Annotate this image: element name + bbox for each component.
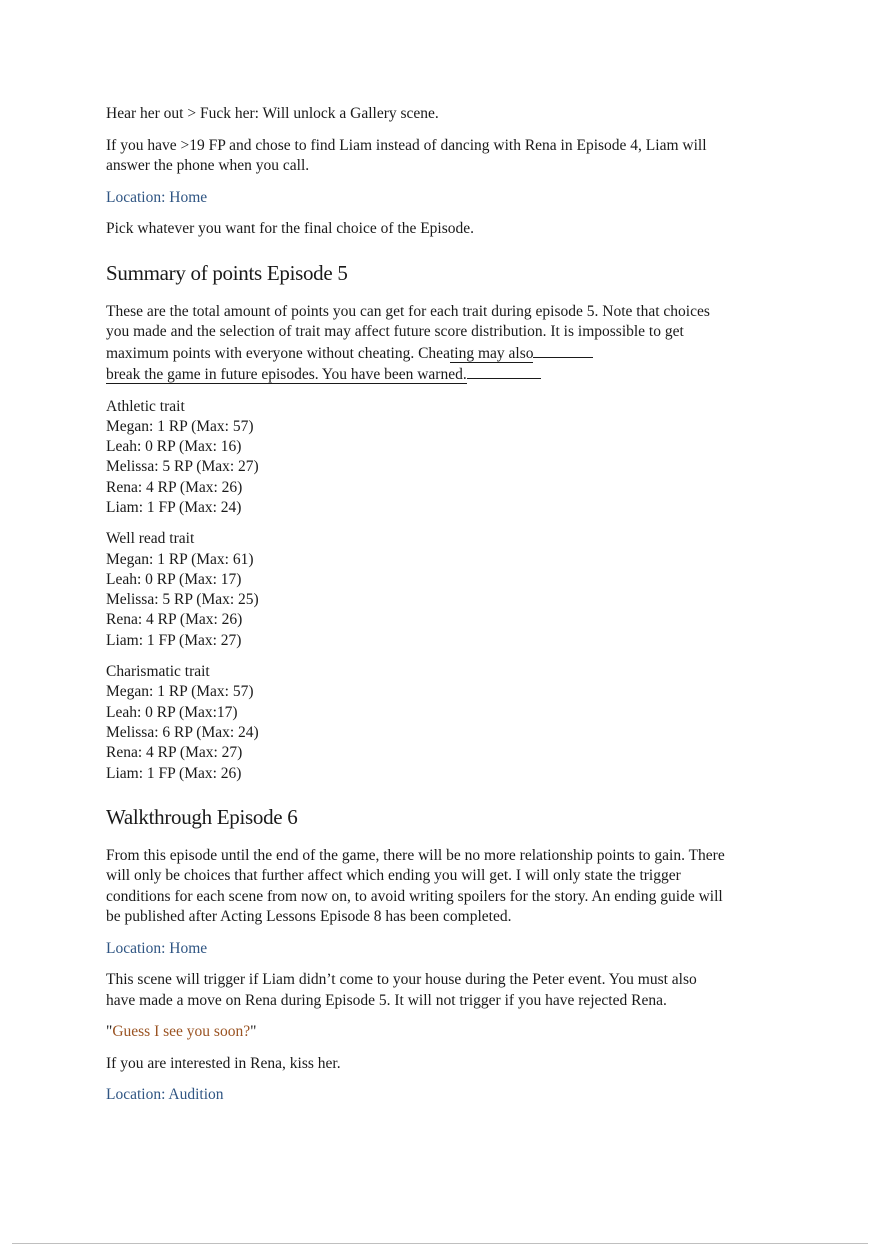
quote-open: ": [106, 1023, 113, 1041]
trait-line: Liam: 1 FP (Max: 24): [106, 498, 242, 516]
page-bottom-rule: [12, 1243, 868, 1244]
trait-line: Megan: 1 RP (Max: 57): [106, 683, 254, 701]
trait-line: Melissa: 5 RP (Max: 25): [106, 591, 259, 609]
paragraph-liam-phone: If you have >19 FP and chose to find Liam instead of dancing with Rena in Episode 4, Liam will answer the phone when you call.: [106, 136, 707, 174]
trait-line: Rena: 4 RP (Max: 26): [106, 611, 243, 629]
trait-line: Megan: 1 RP (Max: 61): [106, 550, 254, 568]
trait-line: Rena: 4 RP (Max: 27): [106, 744, 243, 762]
summary-text-a: These are the total amount of points you can get for each trait during episode 5. Note that choices you made and the selection of trait may affect future score distribution. It is impossible to get maximum points with everyone without cheating. Chea: [106, 302, 710, 362]
trait-line: Megan: 1 RP (Max: 57): [106, 417, 254, 435]
underline-gap-2: [467, 364, 541, 379]
heading-summary-episode-5: Summary of points Episode 5: [106, 260, 348, 285]
paragraph-kiss-rena: If you are interested in Rena, kiss her.: [106, 1054, 341, 1072]
paragraph-scene-trigger: This scene will trigger if Liam didn’t come to your house during the Peter event. You must also have made a move on Rena during Episode 5. It will not trigger if you have rejected Rena.: [106, 971, 697, 1009]
paragraph-episode-6-intro: From this episode until the end of the game, there will be no more relationship points to gain. There will only be choices that further affect which ending you will get. I will only state the trigger conditions for each scene from now on, to avoid writing spoilers for the story. An ending guide will be published after Acting Lessons Episode 8 has been completed.: [106, 846, 725, 926]
trait-line: Liam: 1 FP (Max: 27): [106, 631, 242, 649]
trait-line: Leah: 0 RP (Max: 17): [106, 570, 242, 588]
underline-gap-1: [533, 343, 593, 358]
heading-walkthrough-episode-6: Walkthrough Episode 6: [106, 804, 298, 829]
summary-text-b: ting may also: [449, 344, 534, 362]
trait-line: Leah: 0 RP (Max:17): [106, 703, 238, 721]
paragraph-final-choice: Pick whatever you want for the final choice of the Episode.: [106, 220, 475, 237]
summary-text-c: break the game in future episodes. You have been warned.: [106, 366, 467, 383]
trait-block-athletic: [106, 397, 726, 519]
paragraph-gallery-scene: Hear her out > Fuck her: Will unlock a Gallery scene.: [106, 105, 439, 122]
trait-block-well-read: [106, 529, 726, 651]
paragraph-summary-intro: [106, 302, 726, 386]
trait-line: Melissa: 5 RP (Max: 27): [106, 458, 259, 476]
location-audition: Location: Audition: [106, 1086, 224, 1104]
quote-close: ": [250, 1023, 257, 1041]
trait-title: Charismatic trait: [106, 663, 210, 681]
document-page: [106, 104, 726, 1117]
trait-title: Athletic trait: [106, 397, 185, 415]
trait-line: Melissa: 6 RP (Max: 24): [106, 723, 259, 741]
trait-line: Leah: 0 RP (Max: 16): [106, 438, 242, 456]
trait-title: Well read trait: [106, 530, 195, 548]
quote-text: Guess I see you soon?: [112, 1023, 251, 1041]
trait-line: Liam: 1 FP (Max: 26): [106, 764, 242, 782]
trait-block-charismatic: [106, 662, 726, 784]
location-home-1: Location: Home: [106, 188, 208, 206]
dialogue-quote: [106, 1022, 726, 1043]
trait-line: Rena: 4 RP (Max: 26): [106, 478, 243, 496]
location-home-2: Location: Home: [106, 939, 208, 957]
